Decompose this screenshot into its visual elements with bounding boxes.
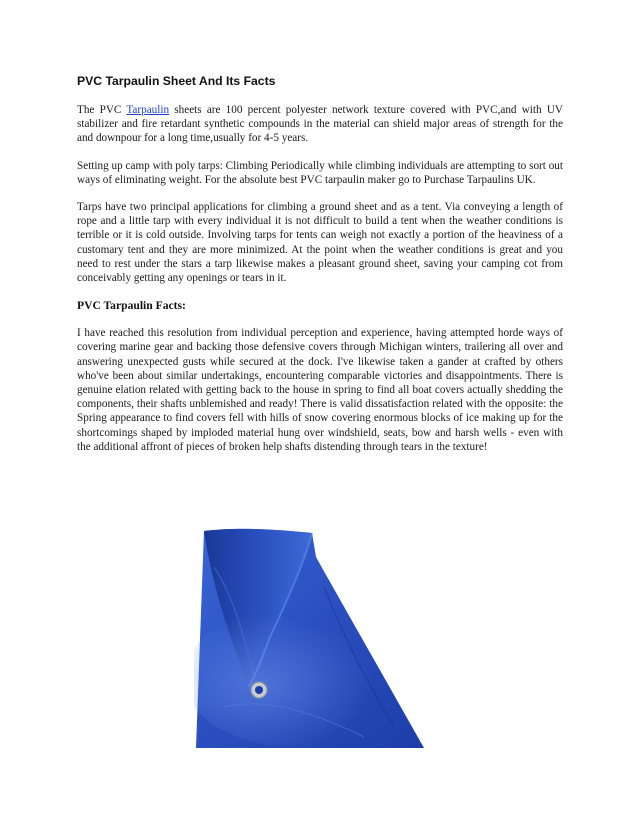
tarpaulin-illustration	[194, 527, 426, 751]
article-body	[77, 74, 563, 467]
tarp-sheen	[194, 607, 404, 747]
grommet-hole	[255, 686, 263, 694]
page-title: PVC Tarpaulin Sheet And Its Facts	[77, 74, 276, 88]
intro-text-before: The PVC	[77, 104, 127, 116]
camping-paragraph: Setting up camp with poly tarps: Climbing Periodically while climbing individuals are attempting to sort out ways of eliminating weight. For the absolute best PVC tarpaulin maker go to Purchase Tarpaulins UK.	[77, 159, 563, 186]
intro-paragraph	[77, 103, 563, 146]
tarp-uses-paragraph: Tarps have two principal applications for climbing a ground sheet and as a tent. Via conveying a length of rope and a little tarp with every individual it is not difficult to build a tent when the weather conditions is terrible or it is cold outside. Involving tarps for tents can weigh not exactly a portion of the heaviness of a customary tent and they are more minimized. At the point when the weather conditions is great and you need to rest under the stars a tarp likewise makes a pleasant ground sheet, saving your camping cot from conceivably getting any openings or tears in it.	[77, 201, 563, 285]
facts-heading: PVC Tarpaulin Facts:	[77, 299, 186, 313]
intro-text-after: sheets are 100 percent polyester network texture covered with PVC,and with UV stabilizer and fire retardant synthetic compounds in the material can shield major areas of strength for the and downpour for a long time,usually for 4-5 years.	[77, 104, 563, 145]
tarpaulin-image	[194, 527, 426, 751]
tarpaulin-link[interactable]: Tarpaulin	[126, 104, 170, 116]
experience-paragraph: I have reached this resolution from individual perception and experience, having attempted horde ways of covering marine gear and backing those defensive covers through Michigan winters, trailering all over and answering unexpected gusts while secured at the dock. I've likewise taken a gander at crafted by others who've been about similar undertakings, encountering comparable victories and disappointments. There is genuine elation related with getting back to the house in spring to find all boat covers actually shedding the components, their shafts unblemished and ready! There is valid dissatisfaction related with the opposite: the Spring appearance to find covers fell with hills of snow covering enormous blocks of ice making up for the shortcomings shaped by imploded material hung over windshield, seats, bow and harsh wells - even with the additional affront of pieces of broken help shafts distending through tears in the texture!	[77, 327, 563, 453]
